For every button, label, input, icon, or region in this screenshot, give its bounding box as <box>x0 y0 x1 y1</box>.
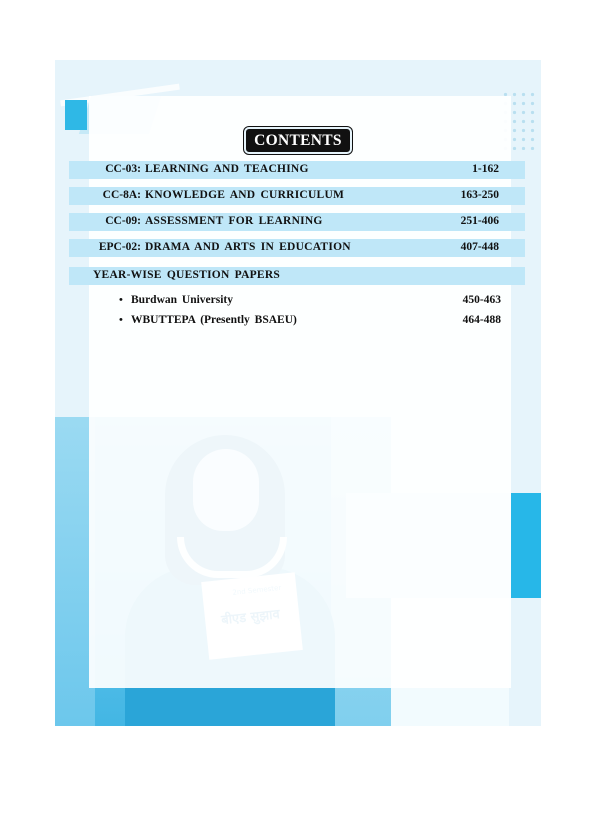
toc-title: KNOWLEDGE AND CURRICULUM <box>145 189 345 201</box>
page-title: CONTENTS <box>244 127 352 154</box>
question-papers-heading: YEAR-WISE QUESTION PAPERS <box>93 269 281 281</box>
contents-panel <box>89 96 511 688</box>
decorative-block-accent-right <box>511 493 541 598</box>
toc-title: ASSESSMENT FOR LEARNING <box>145 215 323 227</box>
toc-row[interactable] <box>69 239 525 257</box>
bullet: • <box>119 294 123 306</box>
toc-code: CC-09: <box>105 215 141 227</box>
bullet: • <box>119 314 123 326</box>
toc-pages: 1-162 <box>472 163 499 175</box>
question-papers-heading-row <box>69 267 525 285</box>
toc-row[interactable] <box>69 161 525 179</box>
toc-row[interactable] <box>69 187 525 205</box>
question-paper-pages: 464-488 <box>462 314 501 326</box>
toc-pages: 407-448 <box>460 241 499 253</box>
decorative-block-accent <box>65 100 87 130</box>
toc-pages: 163-250 <box>460 189 499 201</box>
toc-code: CC-03: <box>105 163 141 175</box>
toc-title: LEARNING AND TEACHING <box>145 163 309 175</box>
toc-row[interactable] <box>69 213 525 231</box>
question-paper-title: WBUTTEPA (Presently BSAEU) <box>131 314 297 326</box>
page <box>55 60 541 726</box>
toc-code: EPC-02: <box>98 241 141 253</box>
question-paper-title: Burdwan University <box>131 294 233 306</box>
toc-title: DRAMA AND ARTS IN EDUCATION <box>145 241 351 253</box>
toc-pages: 251-406 <box>460 215 499 227</box>
question-paper-pages: 450-463 <box>462 294 501 306</box>
question-paper-item[interactable] <box>119 314 501 330</box>
toc-code: CC-8A: <box>102 189 141 201</box>
question-paper-item[interactable] <box>119 294 501 310</box>
